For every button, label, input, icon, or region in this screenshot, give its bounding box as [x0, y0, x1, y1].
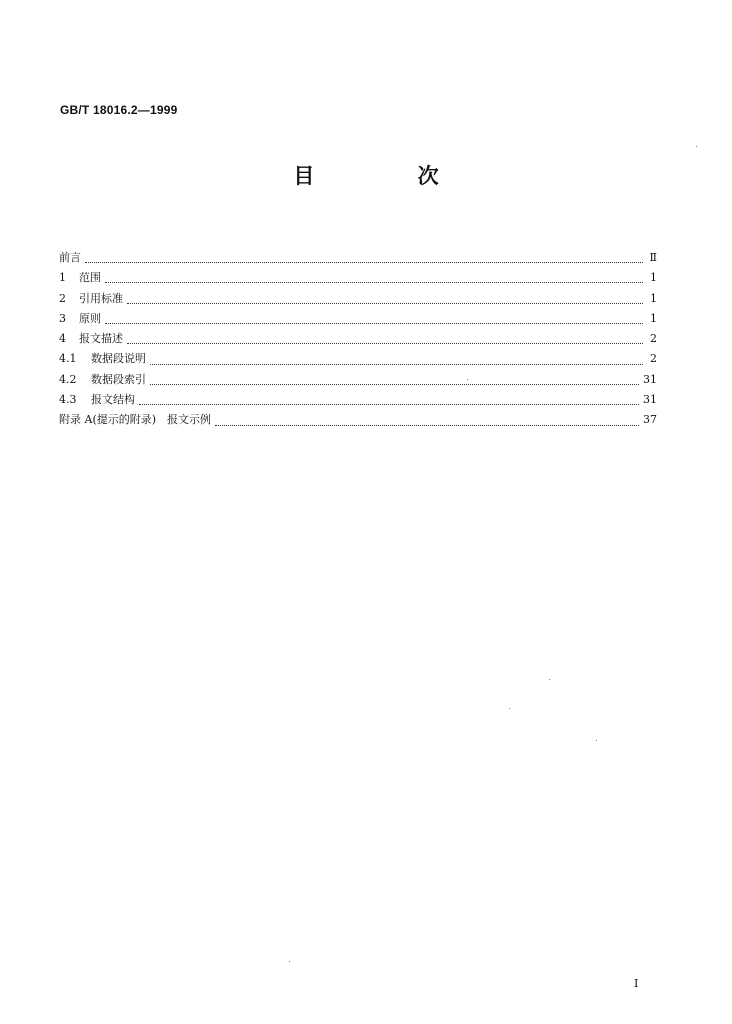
toc-entry-number: 2: [59, 291, 66, 305]
scan-speck: [467, 379, 468, 380]
toc-entry-normative-references[interactable]: [59, 290, 657, 310]
toc-entry-principles[interactable]: [59, 310, 657, 330]
toc-entry-number: 3: [59, 311, 66, 325]
toc-entry-number: 4.1: [59, 352, 77, 366]
toc-entry-page: 2: [650, 352, 657, 366]
toc-entry-label: 引用标准: [79, 291, 123, 305]
toc-entry-foreword[interactable]: [59, 249, 657, 269]
dot-leader: [127, 342, 643, 344]
toc-entry-number: 4: [59, 332, 66, 346]
toc-entry-message-structure[interactable]: [59, 391, 657, 411]
toc-entry-number: 4.2: [59, 372, 77, 386]
toc-entry-page: 31: [643, 393, 657, 407]
toc-entry-segment-description[interactable]: [59, 350, 657, 370]
dot-leader: [215, 424, 639, 426]
toc-entry-number: 4.3: [59, 393, 77, 407]
toc-entry-page: 2: [650, 332, 657, 346]
dot-leader: [150, 383, 639, 385]
scan-speck: [289, 961, 290, 962]
toc-entry-page: 1: [650, 311, 657, 325]
toc-entry-number: 1: [59, 271, 66, 285]
dot-leader: [127, 302, 643, 304]
toc-entry-label: 报文描述: [79, 332, 123, 346]
toc-entry-label: 报文结构: [91, 393, 135, 407]
page-number: I: [634, 977, 639, 990]
table-of-contents: [59, 249, 657, 432]
scan-speck: [509, 708, 510, 709]
toc-entry-label: 范围: [79, 271, 101, 285]
toc-entry-scope[interactable]: [59, 269, 657, 289]
toc-entry-label: 附录 A(提示的附录) 报文示例: [59, 413, 212, 427]
toc-entry-label: 前言: [59, 251, 81, 264]
page-title: 目 次: [293, 164, 487, 188]
toc-entry-message-description[interactable]: [59, 330, 657, 350]
toc-entry-page: Ⅱ: [649, 251, 657, 264]
toc-entry-page: 1: [650, 271, 657, 285]
scan-speck: [696, 146, 697, 147]
toc-entry-label: 数据段说明: [91, 352, 146, 366]
dot-leader: [105, 281, 643, 283]
dot-leader: [139, 403, 639, 405]
scan-speck: [549, 679, 550, 680]
toc-entry-page: 1: [650, 291, 657, 305]
toc-entry-appendix-a[interactable]: [59, 411, 657, 431]
dot-leader: [150, 363, 643, 365]
toc-entry-segment-index[interactable]: [59, 371, 657, 391]
toc-entry-page: 37: [643, 413, 657, 427]
standard-code: GB/T 18016.2—1999: [60, 103, 178, 117]
toc-entry-label: 原则: [79, 311, 101, 325]
dot-leader: [105, 322, 643, 324]
toc-entry-page: 31: [643, 372, 657, 386]
toc-entry-label: 数据段索引: [91, 372, 146, 386]
scan-speck: [596, 740, 597, 741]
dot-leader: [85, 261, 643, 263]
